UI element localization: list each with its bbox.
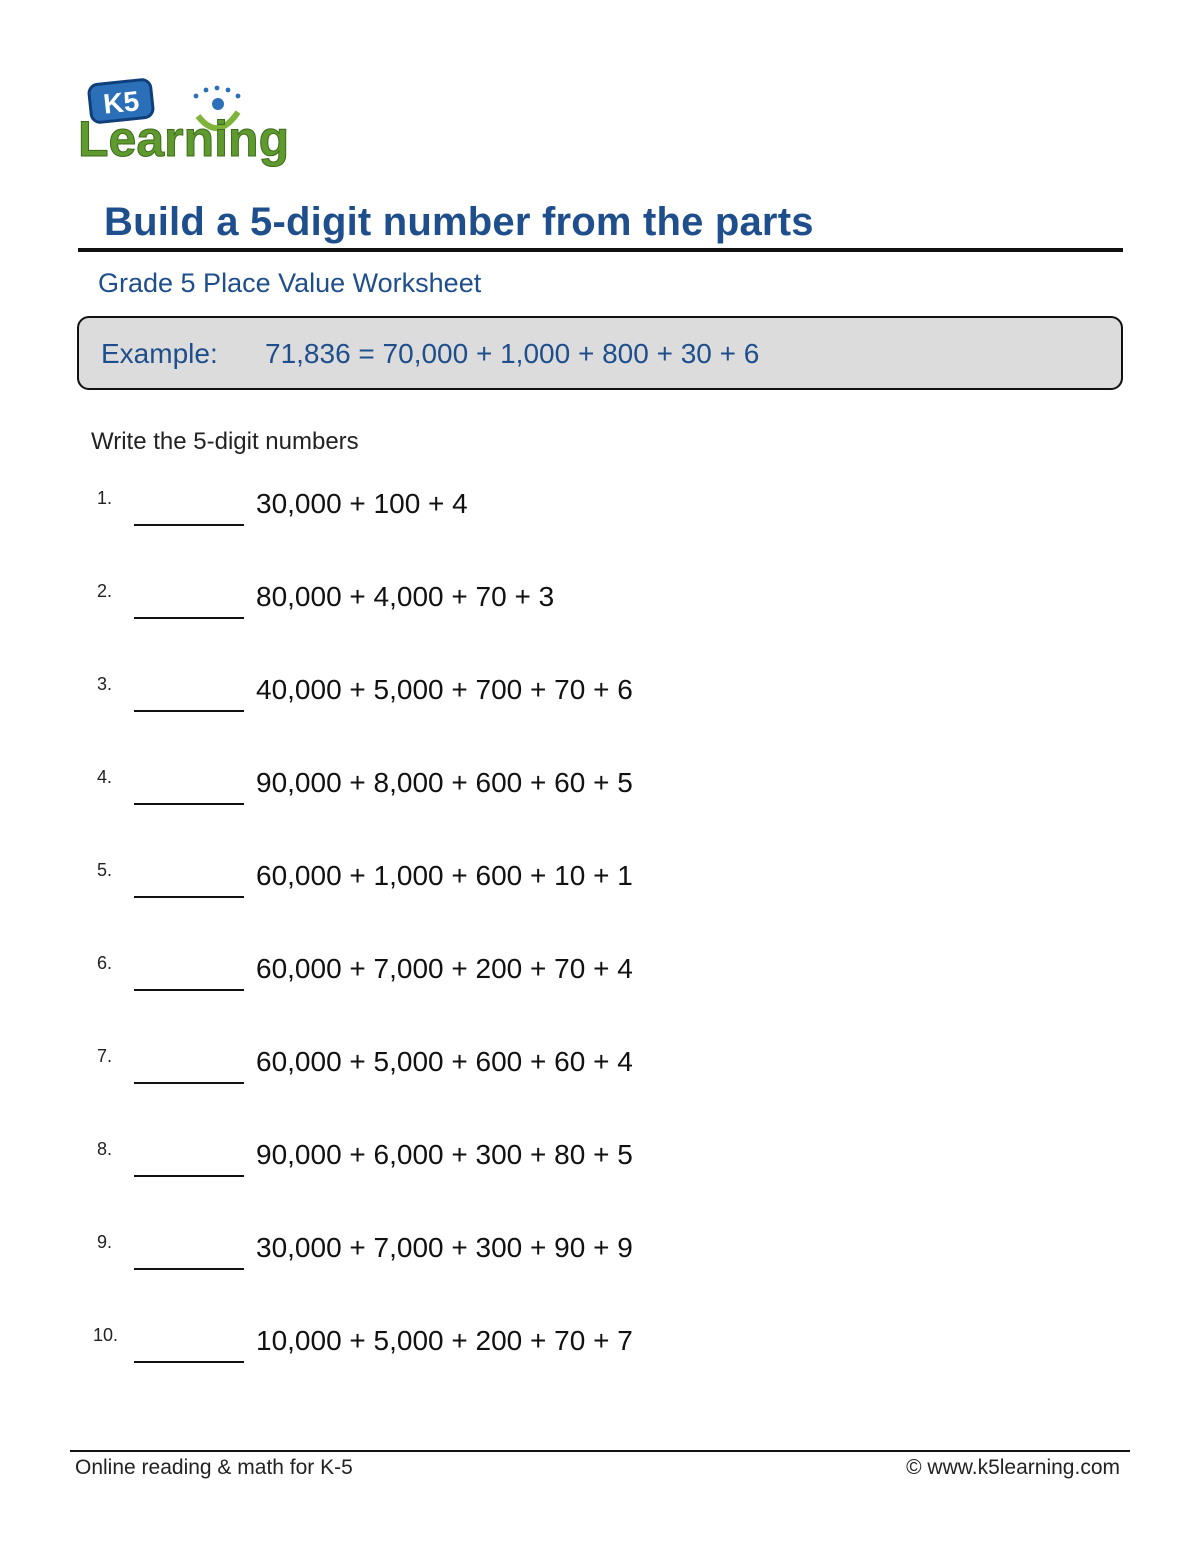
problem-number: 8. bbox=[97, 1139, 113, 1159]
problem-number: 6. bbox=[97, 953, 113, 973]
k5-learning-logo bbox=[76, 76, 296, 172]
example-label: Example: bbox=[101, 338, 218, 369]
problem-row bbox=[0, 953, 1200, 1013]
problem-expression: 60,000 + 1,000 + 600 + 10 + 1 bbox=[256, 860, 633, 891]
example-equation: 71,836 = 70,000 + 1,000 + 800 + 30 + 6 bbox=[265, 338, 760, 369]
problem-row bbox=[0, 1232, 1200, 1292]
answer-blank[interactable] bbox=[134, 710, 244, 712]
problem-expression: 60,000 + 7,000 + 200 + 70 + 4 bbox=[256, 953, 633, 984]
answer-blank[interactable] bbox=[134, 1082, 244, 1084]
instructions: Write the 5-digit numbers bbox=[91, 428, 359, 455]
problem-row bbox=[0, 674, 1200, 734]
problem-row bbox=[0, 1325, 1200, 1385]
problem-number: 3. bbox=[97, 674, 113, 694]
problem-expression: 10,000 + 5,000 + 200 + 70 + 7 bbox=[256, 1325, 633, 1356]
svg-text:Learning: Learning bbox=[78, 111, 290, 167]
problem-row bbox=[0, 860, 1200, 920]
problem-expression: 60,000 + 5,000 + 600 + 60 + 4 bbox=[256, 1046, 633, 1077]
problem-number: 9. bbox=[97, 1232, 113, 1252]
svg-text:K5: K5 bbox=[101, 85, 141, 120]
answer-blank[interactable] bbox=[134, 1175, 244, 1177]
answer-blank[interactable] bbox=[134, 1268, 244, 1270]
answer-blank[interactable] bbox=[134, 989, 244, 991]
problem-row bbox=[0, 1046, 1200, 1106]
problem-expression: 90,000 + 6,000 + 300 + 80 + 5 bbox=[256, 1139, 633, 1170]
footer-divider bbox=[70, 1450, 1130, 1452]
problem-number: 5. bbox=[97, 860, 113, 880]
problem-expression: 80,000 + 4,000 + 70 + 3 bbox=[256, 581, 555, 612]
worksheet-title: Build a 5-digit number from the parts bbox=[104, 200, 814, 244]
answer-blank[interactable] bbox=[134, 524, 244, 526]
example-box bbox=[77, 316, 1123, 390]
footer-tagline: Online reading & math for K-5 bbox=[75, 1456, 353, 1479]
answer-blank[interactable] bbox=[134, 1361, 244, 1363]
problem-number: 4. bbox=[97, 767, 113, 787]
answer-blank[interactable] bbox=[134, 896, 244, 898]
title-divider bbox=[78, 248, 1123, 252]
problem-number: 2. bbox=[97, 581, 113, 601]
footer-copyright: © www.k5learning.com bbox=[906, 1456, 1120, 1479]
problem-number: 1. bbox=[97, 488, 113, 508]
problem-number: 10. bbox=[93, 1325, 119, 1345]
problem-expression: 30,000 + 7,000 + 300 + 90 + 9 bbox=[256, 1232, 633, 1263]
problem-row bbox=[0, 488, 1200, 548]
answer-blank[interactable] bbox=[134, 617, 244, 619]
problem-expression: 90,000 + 8,000 + 600 + 60 + 5 bbox=[256, 767, 633, 798]
problem-expression: 40,000 + 5,000 + 700 + 70 + 6 bbox=[256, 674, 633, 705]
worksheet-subtitle: Grade 5 Place Value Worksheet bbox=[98, 268, 482, 298]
problem-row bbox=[0, 1139, 1200, 1199]
problem-row bbox=[0, 767, 1200, 827]
problem-expression: 30,000 + 100 + 4 bbox=[256, 488, 468, 519]
problem-number: 7. bbox=[97, 1046, 113, 1066]
problem-row bbox=[0, 581, 1200, 641]
answer-blank[interactable] bbox=[134, 803, 244, 805]
